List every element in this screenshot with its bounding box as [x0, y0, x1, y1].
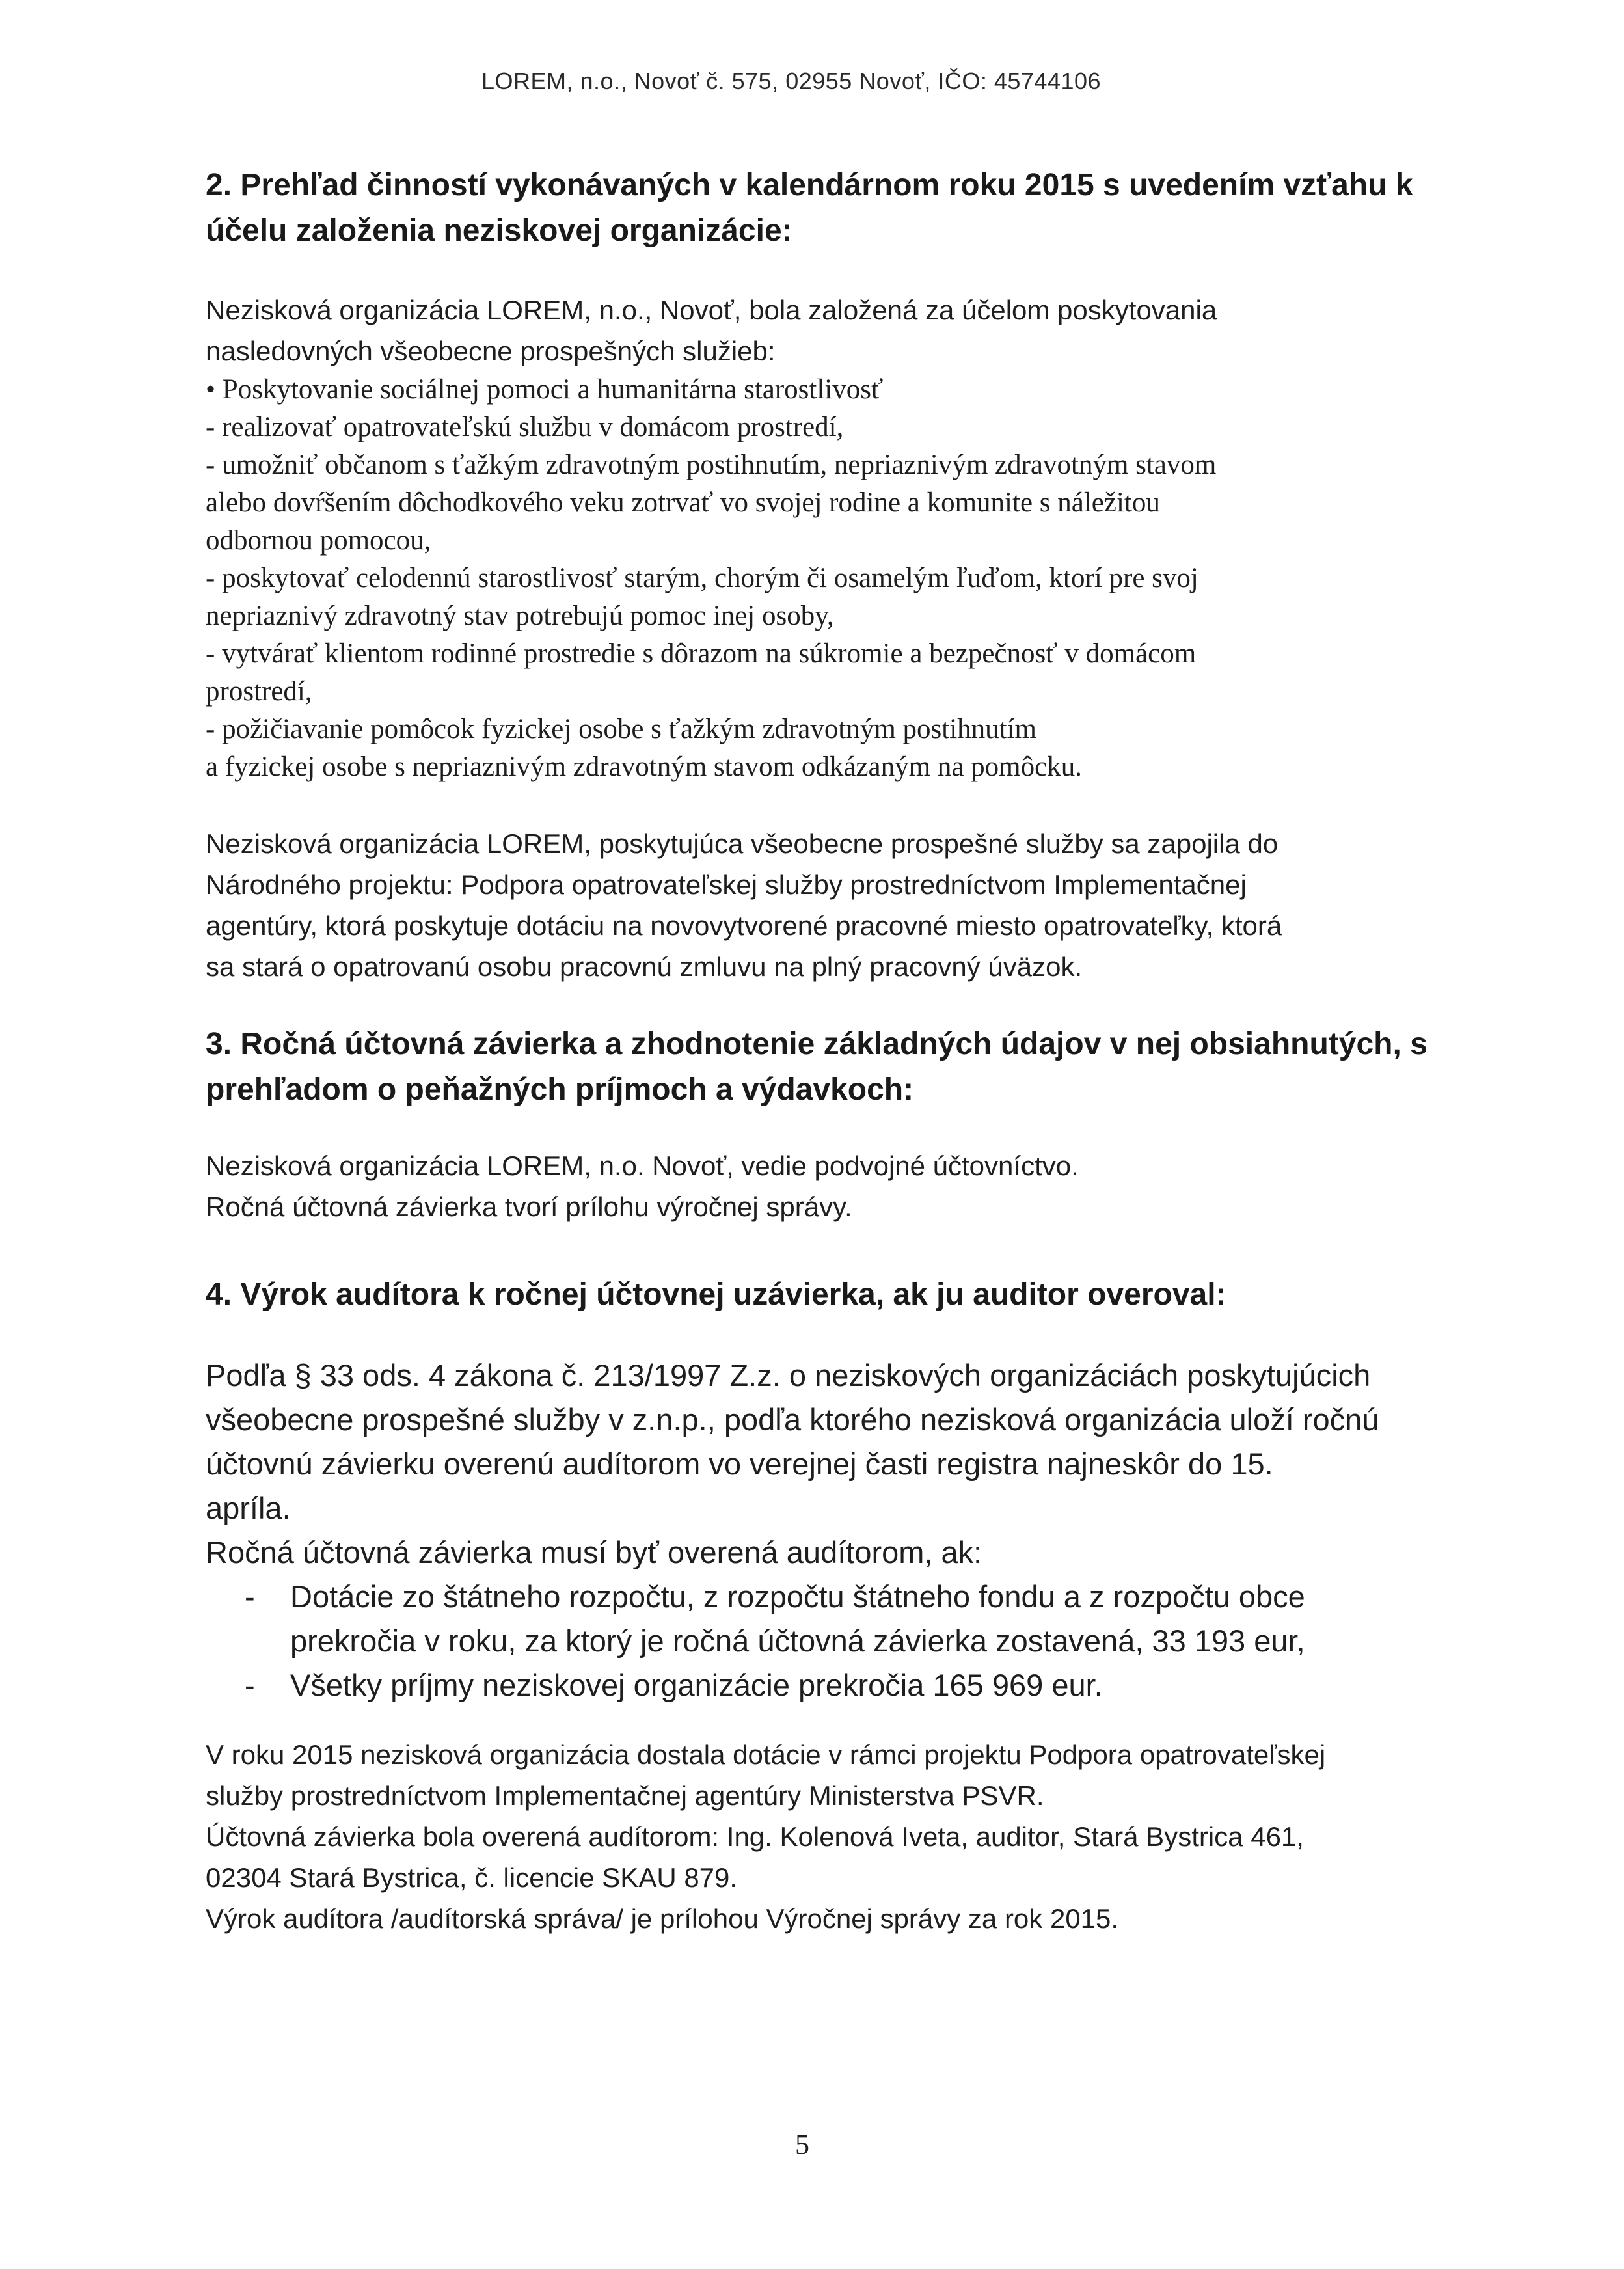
services-list [206, 371, 1416, 786]
list-item: alebo dovŕšením dôchodkového veku zotrvať vo svojej rodine a komunite s náležitou [206, 487, 1160, 518]
list-item: - vytvárať klientom rodinné prostredie s dôrazom na súkromie a bezpečnosť v domácom [206, 638, 1197, 669]
heading-line: prehľadom o peňažných príjmoch a výdavkoch: [206, 1072, 914, 1107]
list-item: - umožniť občanom s ťažkým zdravotným postihnutím, nepriaznivým zdravotným stavom [206, 450, 1217, 480]
section-4-law [206, 1353, 1429, 1707]
list-item: - realizovať opatrovateľskú službu v domácom prostredí, [206, 412, 844, 442]
text-line: V roku 2015 nezisková organizácia dostala dotácie v rámci projektu Podpora opatrovateľskej [206, 1739, 1326, 1770]
text-line: agentúry, ktorá poskytuje dotáciu na novovytvorené pracovné miesto opatrovateľky, ktorá [206, 910, 1282, 941]
list-item: • Poskytovanie sociálnej pomoci a humanitárna starostlivosť [206, 374, 884, 405]
list-item: - požičiavanie pomôcok fyzickej osobe s ťažkým zdravotným postihnutím [206, 714, 1036, 744]
section-3-heading [206, 1022, 1429, 1113]
list-item: prostredí, [206, 676, 312, 707]
text-line: Nezisková organizácia LOREM, n.o., Novoť, bola založená za účelom poskytovania [206, 295, 1217, 325]
text-line: Nezisková organizácia LOREM, n.o. Novoť, vedie podvojné účtovníctvo. [206, 1150, 1079, 1181]
text-line: sa stará o opatrovanú osobu pracovnú zmluvu na plný pracovný úväzok. [206, 951, 1083, 982]
text-line: Ročná účtovná závierka musí byť overená audítorom, ak: [206, 1535, 982, 1569]
text-line: účtovnú závierku overenú audítorom vo verejnej časti registra najneskôr do 15. [206, 1447, 1273, 1481]
text-line: Účtovná závierka bola overená audítorom: Ing. Kolenová Iveta, auditor, Stará Bystrica 461, [206, 1821, 1304, 1852]
audit-closing [206, 1734, 1416, 1939]
text-line: Podľa § 33 ods. 4 zákona č. 213/1997 Z.z. o neziskových organizáciách poskytujúcich [206, 1358, 1371, 1393]
text-line: 02304 Stará Bystrica, č. licencie SKAU 879. [206, 1862, 738, 1893]
condition-item [206, 1575, 1429, 1663]
page-number: 5 [795, 2128, 809, 2160]
dash-marker: - [245, 1668, 255, 1702]
letterhead: LOREM, n.o., Novoť č. 575, 02955 Novoť, IČO: 45744106 [481, 68, 1102, 94]
text-line: všeobecne prospešné služby v z.n.p., podľa ktorého nezisková organizácia uloží ročnú [206, 1402, 1379, 1437]
condition-line: prekročia v roku, za ktorý je ročná účtovná závierka zostavená, 33 193 eur, [290, 1624, 1305, 1658]
heading-line: účelu založenia neziskovej organizácie: [206, 213, 792, 248]
section-2-intro [206, 290, 1416, 372]
list-item: odbornou pomocou, [206, 525, 431, 556]
text-line: nasledovných všeobecne prospešných služieb: [206, 336, 776, 366]
dash-marker: - [245, 1579, 255, 1614]
text-line: Nezisková organizácia LOREM, poskytujúca všeobecne prospešné služby sa zapojila do [206, 828, 1279, 859]
text-line: Národného projektu: Podpora opatrovateľskej služby prostredníctvom Implementačnej [206, 869, 1247, 900]
project-paragraph [206, 823, 1416, 987]
condition-item [206, 1663, 1429, 1707]
text-line: Výrok audítora /audítorská správa/ je prílohou Výročnej správy za rok 2015. [206, 1903, 1119, 1934]
list-item: a fyzickej osobe s nepriaznivým zdravotným stavom odkázaným na pomôcku. [206, 752, 1082, 782]
text-line: apríla. [206, 1491, 291, 1525]
list-item: nepriaznivý zdravotný stav potrebujú pomoc inej osoby, [206, 601, 834, 631]
list-item: - poskytovať celodennú starostlivosť starým, chorým či osamelým ľuďom, ktorí pre svoj [206, 563, 1198, 593]
section-4-heading: 4. Výrok audítora k ročnej účtovnej uzávierka, ak ju auditor overoval: [206, 1277, 1226, 1312]
condition-line: Dotácie zo štátneho rozpočtu, z rozpočtu štátneho fondu a z rozpočtu obce [290, 1579, 1305, 1614]
section-2-heading [206, 163, 1429, 254]
heading-line: 3. Ročná účtovná závierka a zhodnotenie základných údajov v nej obsiahnutých, s [206, 1027, 1428, 1061]
condition-line: Všetky príjmy neziskovej organizácie prekročia 165 969 eur. [290, 1668, 1103, 1702]
text-line: služby prostredníctvom Implementačnej agentúry Ministerstva PSVR. [206, 1780, 1044, 1811]
section-3-body [206, 1145, 1416, 1227]
text-line: Ročná účtovná závierka tvorí prílohu výročnej správy. [206, 1191, 852, 1222]
heading-line: 2. Prehľad činností vykonávaných v kalendárnom roku 2015 s uvedením vzťahu k [206, 168, 1413, 202]
